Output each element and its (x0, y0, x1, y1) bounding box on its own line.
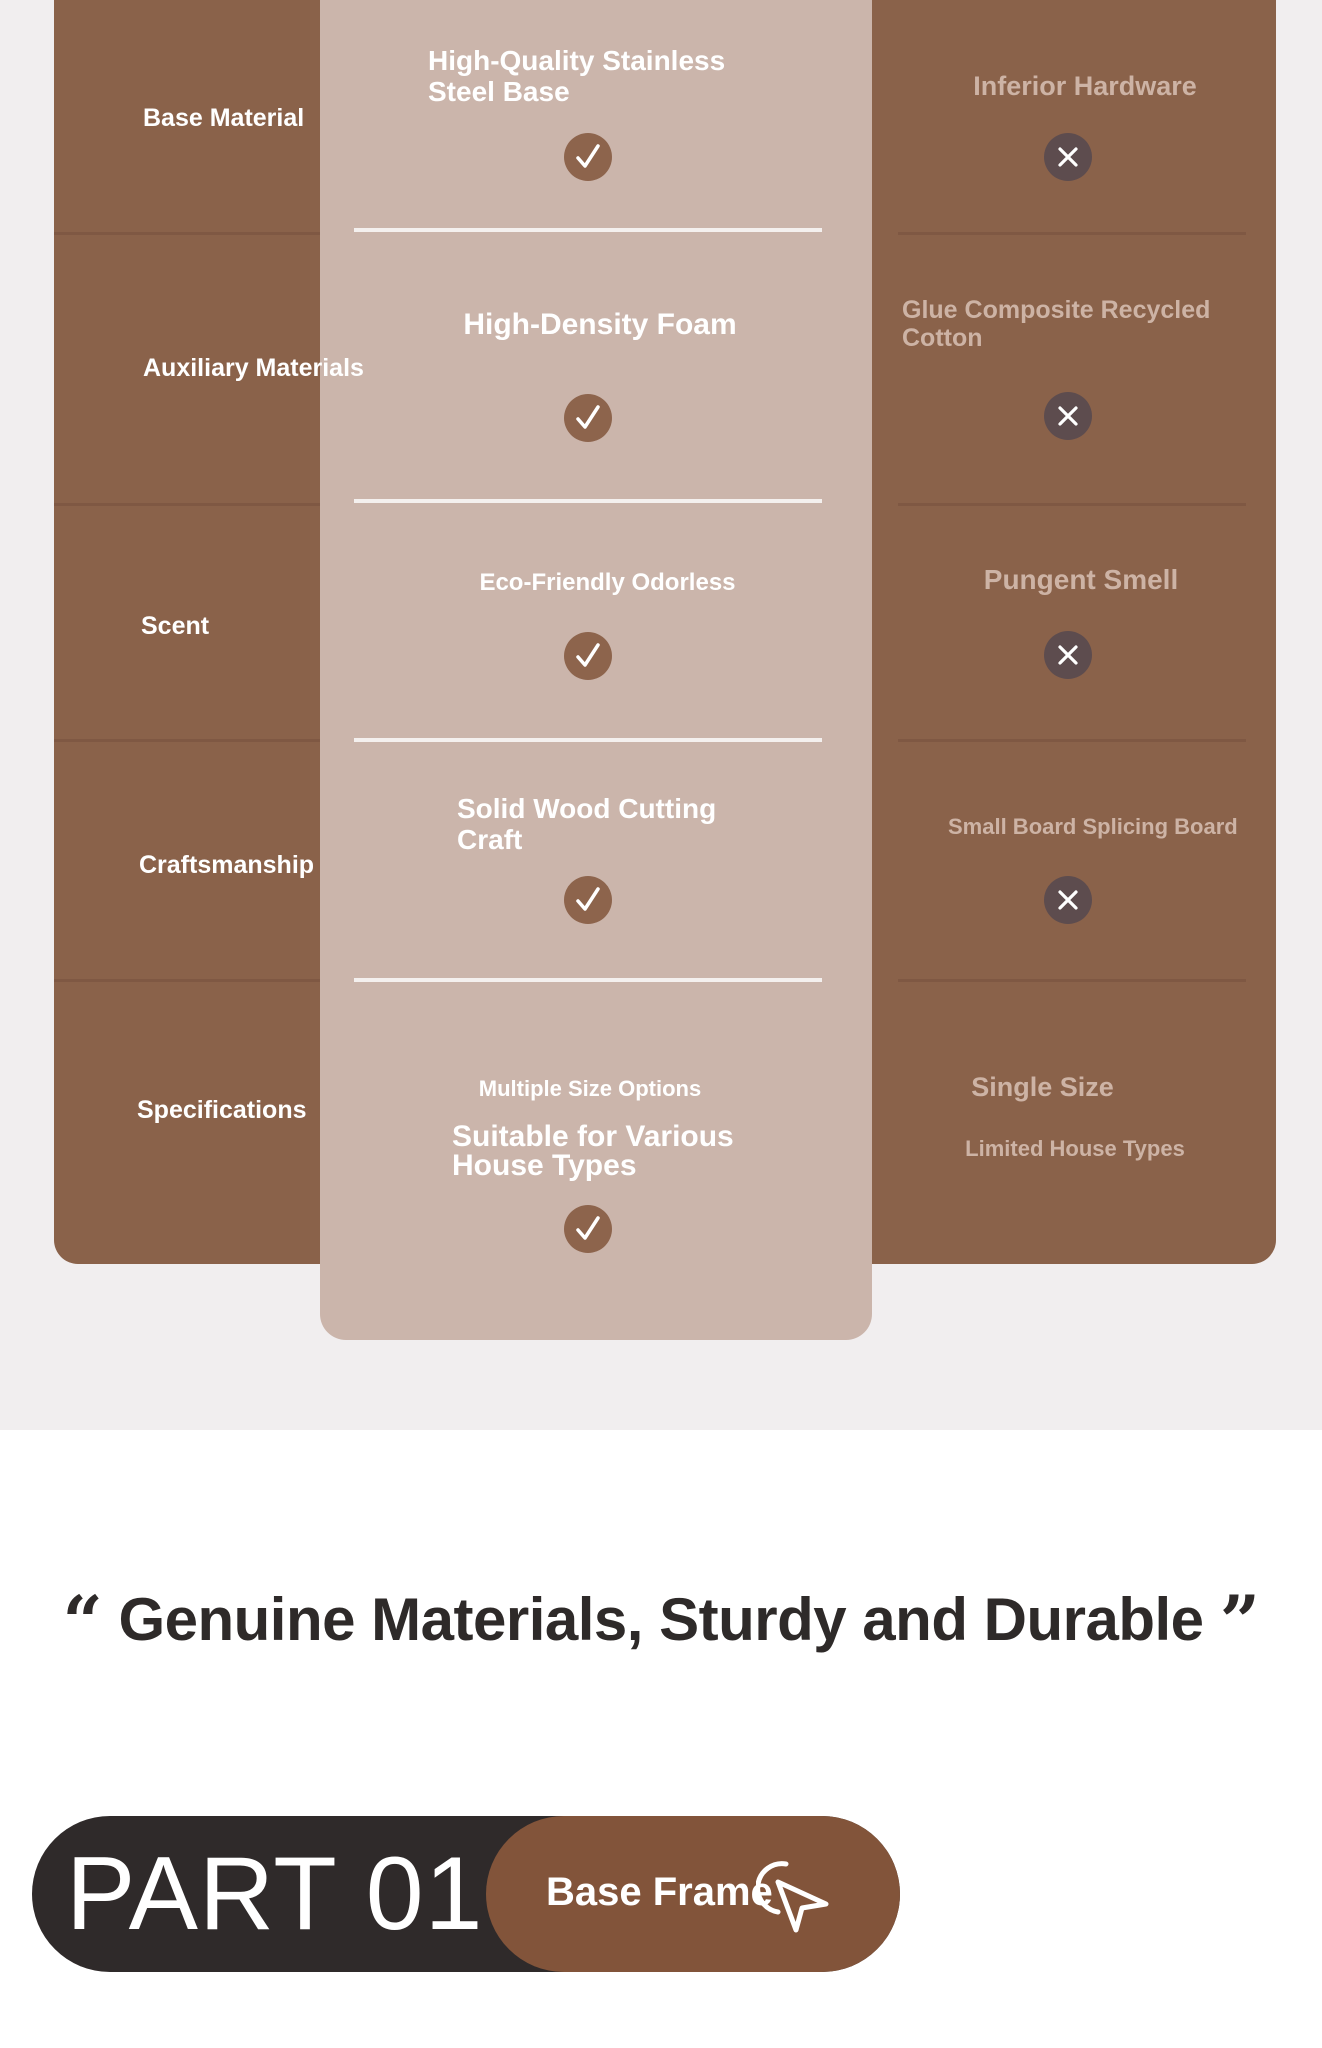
close-quote: ” (1219, 1580, 1260, 1663)
ours-text: Multiple Size Options (478, 1076, 702, 1101)
ours-text (457, 795, 716, 854)
theirs-text: Inferior Hardware (973, 71, 1197, 101)
part-badge (32, 1816, 900, 1972)
row-divider (898, 739, 1246, 742)
row-label-base-material: Base Material (143, 104, 305, 132)
open-quote: “ (62, 1580, 103, 1663)
headline-text: Genuine Materials, Sturdy and Durable (118, 1586, 1204, 1653)
part-name-pill (486, 1816, 900, 1972)
row-divider (54, 503, 320, 506)
ours-text (428, 47, 725, 106)
ours-line: Craft (457, 824, 523, 855)
row-divider (54, 979, 320, 982)
part-name-label: Base Frame (546, 1870, 773, 1914)
cursor-icon (756, 1852, 832, 1943)
cross-icon (1044, 133, 1092, 181)
ours-line: Suitable for Various (452, 1120, 734, 1153)
row-divider (898, 979, 1246, 982)
ours-text: High-Density Foam (463, 308, 737, 341)
theirs-text: Limited House Types (965, 1136, 1185, 1161)
ours-line: High-Quality Stainless (428, 45, 726, 76)
row-label-specifications: Specifications (137, 1096, 307, 1124)
cross-icon (1044, 876, 1092, 924)
row-divider (54, 232, 320, 235)
check-icon (564, 1205, 612, 1253)
cross-icon (1044, 631, 1092, 679)
theirs-text (902, 298, 1210, 351)
row-divider (354, 499, 822, 503)
ours-line: Steel Base (428, 76, 570, 107)
row-divider (898, 503, 1246, 506)
row-label-auxiliary-materials: Auxiliary Materials (143, 354, 364, 382)
ours-line: House Types (452, 1149, 637, 1182)
ours-text: Eco-Friendly Odorless (479, 569, 736, 596)
cross-icon (1044, 392, 1092, 440)
row-label-craftsmanship: Craftsmanship (139, 851, 315, 879)
theirs-line: Glue Composite Recycled (902, 296, 1211, 324)
row-divider (354, 738, 822, 742)
check-icon (564, 133, 612, 181)
theirs-text: Single Size (971, 1072, 1114, 1102)
materials-section (0, 1430, 1322, 2048)
theirs-text: Small Board Splicing Board (948, 814, 1238, 839)
row-label-scent: Scent (141, 612, 210, 640)
row-divider (898, 232, 1246, 235)
row-divider (354, 978, 822, 982)
ours-text (452, 1122, 734, 1181)
row-divider (354, 228, 822, 232)
theirs-line: Cotton (902, 324, 983, 352)
row-divider (54, 739, 320, 742)
theirs-text: Pungent Smell (983, 564, 1179, 595)
section-headline (0, 1580, 1322, 1663)
part-number-label: PART 01 (66, 1836, 484, 1952)
check-icon (564, 632, 612, 680)
check-icon (564, 394, 612, 442)
ours-line: Solid Wood Cutting (457, 793, 717, 824)
check-icon (564, 876, 612, 924)
